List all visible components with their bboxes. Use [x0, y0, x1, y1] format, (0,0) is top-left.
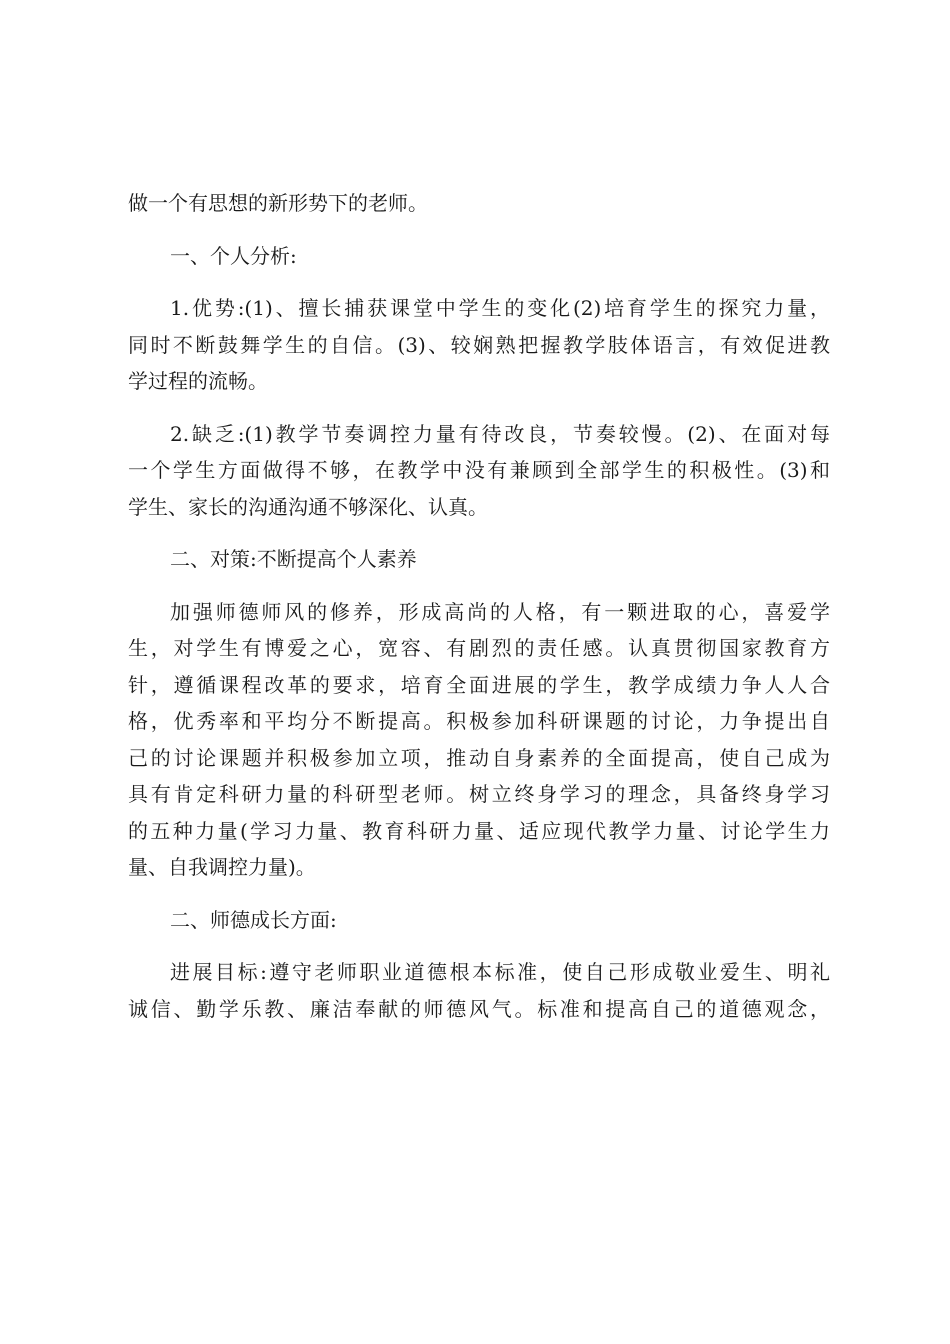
text-line: 生，对学生有博爱之心，宽容、有剧烈的责任感。认真贯彻国家教育方: [128, 636, 830, 660]
document-body: [128, 185, 830, 1027]
text-line: 同时不断鼓舞学生的自信。(3)、较娴熟把握教学肢体语言，有效促进教: [128, 332, 830, 357]
section-heading: 二、对策:不断提高个人素养: [170, 547, 417, 571]
text-line: 2.缺乏:(1)教学节奏调控力量有待改良，节奏较慢。(2)、在面对每: [170, 421, 830, 446]
text-line: 加强师德师风的修养，形成高尚的人格，有一颗进取的心，喜爱学: [170, 599, 830, 624]
text-line: 诚信、勤学乐教、廉洁奉献的师德风气。标准和提高自己的道德观念，: [128, 996, 830, 1021]
text-line: 一个学生方面做得不够，在教学中没有兼顾到全部学生的积极性。(3)和: [128, 458, 830, 482]
text-line: 学生、家长的沟通沟通不够深化、认真。: [128, 494, 488, 519]
section-heading: 二、师德成长方面:: [170, 907, 337, 932]
text-line: 做一个有思想的新形势下的老师。: [128, 191, 428, 215]
text-line: 进展目标:遵守老师职业道德根本标准，使自己形成敬业爱生、明礼: [170, 960, 830, 984]
text-line: 的五种力量(学习力量、教育科研力量、适应现代教学力量、讨论学生力: [128, 818, 830, 843]
text-line: 己的讨论课题并积极参加立项，推动自身素养的全面提高，使自己成为: [128, 745, 830, 770]
text-line: 量、自我调控力量)。: [128, 855, 316, 879]
text-line: 学过程的流畅。: [128, 369, 268, 393]
text-line: 具有肯定科研力量的科研型老师。树立终身学习的理念，具备终身学习: [128, 782, 830, 806]
text-line: 针，遵循课程改革的要求，培育全面进展的学生，教学成绩力争人人合: [128, 672, 830, 697]
text-line: 1.优势:(1)、擅长捕获课堂中学生的变化(2)培育学生的探究力量，: [170, 296, 830, 320]
text-line: 格，优秀率和平均分不断提高。积极参加科研课题的讨论，力争提出自: [128, 709, 830, 733]
section-heading: 一、个人分析:: [170, 243, 297, 268]
